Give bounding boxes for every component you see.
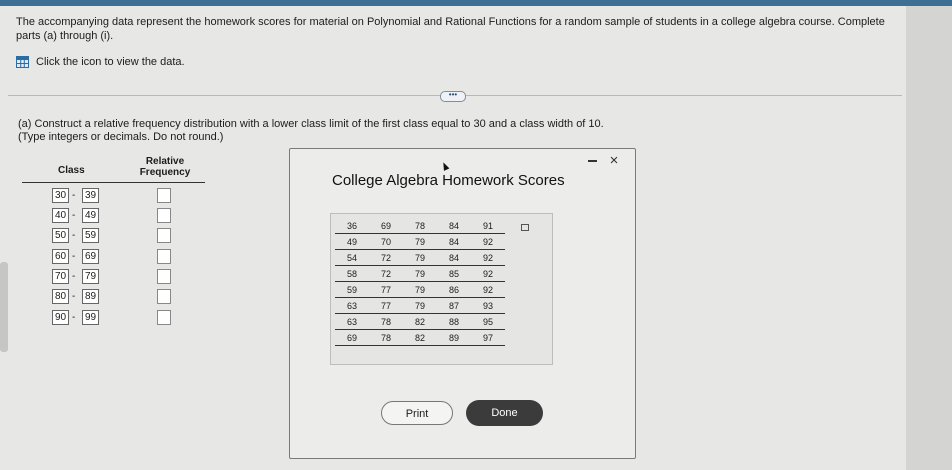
score-cell: 63 <box>335 298 369 314</box>
score-cell: 92 <box>471 282 505 298</box>
class-upper-limit: 99 <box>82 310 99 325</box>
close-icon[interactable]: × <box>609 152 619 169</box>
score-cell: 82 <box>403 314 437 330</box>
data-popup-window <box>289 148 636 459</box>
table-row <box>335 298 505 314</box>
score-cell: 85 <box>437 266 471 282</box>
relative-frequency-input[interactable] <box>157 269 171 284</box>
class-dash: - <box>72 312 76 323</box>
class-lower-limit: 50 <box>52 228 69 243</box>
score-cell: 59 <box>335 282 369 298</box>
score-cell: 97 <box>471 330 505 346</box>
relative-frequency-input[interactable] <box>157 289 171 304</box>
score-cell: 91 <box>471 218 505 234</box>
scores-table <box>335 218 505 346</box>
header-rule <box>22 182 205 183</box>
relative-frequency-input[interactable] <box>157 310 171 325</box>
class-upper-limit: 89 <box>82 289 99 304</box>
class-lower-limit: 40 <box>52 208 69 223</box>
class-lower-limit: 70 <box>52 269 69 284</box>
view-data-label: Click the icon to view the data. <box>36 56 185 68</box>
score-cell: 63 <box>335 314 369 330</box>
score-cell: 95 <box>471 314 505 330</box>
score-cell: 72 <box>369 266 403 282</box>
table-row <box>52 188 202 204</box>
relative-frequency-input[interactable] <box>157 249 171 264</box>
class-upper-limit: 69 <box>82 249 99 264</box>
table-row <box>335 330 505 346</box>
relative-frequency-header <box>130 156 200 178</box>
table-row <box>52 289 202 305</box>
question-text <box>18 118 718 144</box>
problem-intro: The accompanying data represent the homework scores for material on Polynomial and Rational Functions for a random sample of students in a college algebra course. Complete parts (a) through (i). <box>16 16 885 42</box>
score-cell: 87 <box>437 298 471 314</box>
score-cell: 92 <box>471 234 505 250</box>
table-row <box>52 249 202 265</box>
score-cell: 69 <box>335 330 369 346</box>
class-dash: - <box>72 291 76 302</box>
class-dash: - <box>72 230 76 241</box>
table-row <box>52 228 202 244</box>
class-dash: - <box>72 210 76 221</box>
score-cell: 88 <box>437 314 471 330</box>
score-cell: 79 <box>403 250 437 266</box>
score-cell: 78 <box>403 218 437 234</box>
class-dash: - <box>72 271 76 282</box>
score-cell: 92 <box>471 266 505 282</box>
table-row <box>335 250 505 266</box>
score-cell: 84 <box>437 218 471 234</box>
score-cell: 69 <box>369 218 403 234</box>
question-line-2: (Type integers or decimals. Do not round.) <box>18 131 224 143</box>
score-cell: 79 <box>403 298 437 314</box>
score-cell: 82 <box>403 330 437 346</box>
score-cell: 79 <box>403 234 437 250</box>
score-cell: 77 <box>369 282 403 298</box>
score-cell: 72 <box>369 250 403 266</box>
rel-header-line-1: Relative <box>145 156 185 167</box>
popup-title: College Algebra Homework Scores <box>332 172 565 189</box>
relative-frequency-input[interactable] <box>157 228 171 243</box>
class-lower-limit: 80 <box>52 289 69 304</box>
score-cell: 58 <box>335 266 369 282</box>
table-row <box>52 269 202 285</box>
score-cell: 77 <box>369 298 403 314</box>
score-cell: 84 <box>437 234 471 250</box>
class-lower-limit: 30 <box>52 188 69 203</box>
data-table-area <box>330 213 553 365</box>
score-cell: 84 <box>437 250 471 266</box>
class-lower-limit: 60 <box>52 249 69 264</box>
table-row <box>335 314 505 330</box>
view-data-link[interactable] <box>16 56 185 68</box>
class-dash: - <box>72 190 76 201</box>
class-upper-limit: 39 <box>82 188 99 203</box>
score-cell: 86 <box>437 282 471 298</box>
class-header: Class <box>58 165 85 176</box>
table-row <box>335 282 505 298</box>
right-side-panel <box>906 6 952 470</box>
rel-header-line-2: Frequency <box>139 167 191 178</box>
scrollbar[interactable] <box>0 262 8 352</box>
question-line-1: (a) Construct a relative frequency distribution with a lower class limit of the first class equal to 30 and a class width of 10. <box>18 118 604 130</box>
print-button[interactable]: Print <box>381 401 453 425</box>
table-row <box>52 310 202 326</box>
score-cell: 92 <box>471 250 505 266</box>
table-row <box>335 266 505 282</box>
table-row <box>52 208 202 224</box>
score-cell: 70 <box>369 234 403 250</box>
copy-icon[interactable] <box>521 224 529 231</box>
table-grid-icon[interactable] <box>16 56 29 68</box>
score-cell: 89 <box>437 330 471 346</box>
score-cell: 36 <box>335 218 369 234</box>
top-accent-bar <box>0 0 952 6</box>
score-cell: 54 <box>335 250 369 266</box>
expand-icon[interactable]: ••• <box>440 91 466 102</box>
class-dash: - <box>72 251 76 262</box>
done-button[interactable]: Done <box>466 400 543 426</box>
class-upper-limit: 49 <box>82 208 99 223</box>
score-cell: 78 <box>369 330 403 346</box>
minimize-icon <box>588 160 597 162</box>
class-upper-limit: 59 <box>82 228 99 243</box>
minimize-button[interactable] <box>586 155 600 165</box>
class-lower-limit: 90 <box>52 310 69 325</box>
score-cell: 49 <box>335 234 369 250</box>
table-row <box>335 234 505 250</box>
score-cell: 79 <box>403 266 437 282</box>
relative-frequency-input[interactable] <box>157 188 171 203</box>
score-cell: 78 <box>369 314 403 330</box>
class-upper-limit: 79 <box>82 269 99 284</box>
score-cell: 79 <box>403 282 437 298</box>
score-cell: 93 <box>471 298 505 314</box>
table-row <box>335 218 505 234</box>
relative-frequency-input[interactable] <box>157 208 171 223</box>
